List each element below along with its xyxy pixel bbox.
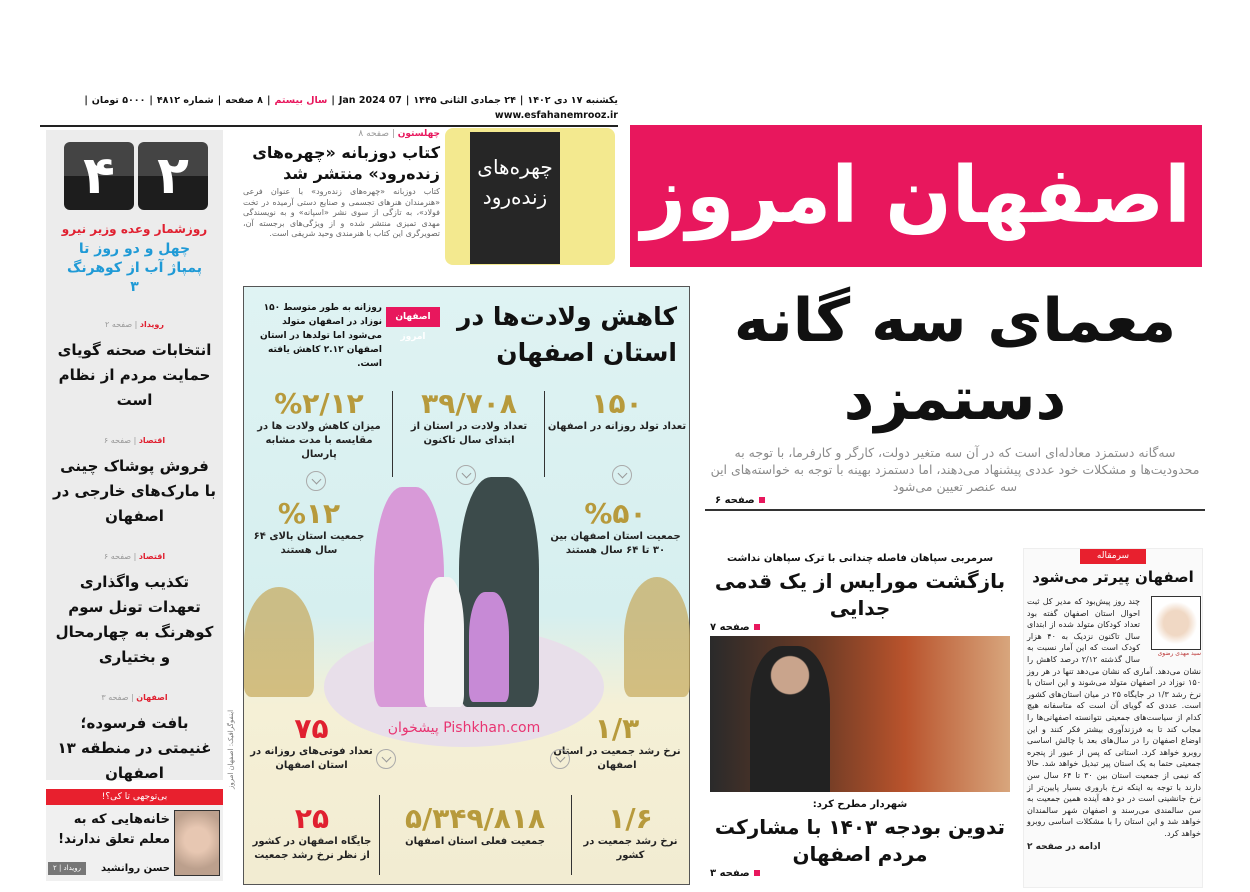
divider	[571, 795, 572, 875]
stat-value: %۱۲	[277, 497, 341, 530]
stat-value: %۲/۱۲	[274, 387, 364, 420]
stat-value: ۲۵	[294, 802, 330, 835]
price: ۵۰۰۰ تومان	[91, 95, 146, 106]
story-title[interactable]: تکذیب واگذاری تعهدات تونل سوم کوهرنگ به چهارمحال و بختیاری	[55, 573, 214, 666]
website-link[interactable]: www.esfahanemrooz.ir	[494, 110, 618, 121]
budget-page-ref[interactable]: صفحه ۳	[710, 868, 760, 879]
stat-label: تعداد تولد روزانه در اصفهان	[547, 421, 687, 432]
opinion-banner: بی‌توجهی تا کی؟!	[46, 789, 223, 805]
countdown-digit: ۴	[64, 142, 134, 210]
girl-illustration	[469, 592, 509, 702]
page-count: ۸ صفحه	[225, 95, 263, 106]
stat-value: ۱/۳	[594, 712, 640, 745]
infographic-intro: روزانه به طور متوسط ۱۵۰ نوزاد در اصفهان متولد می‌شود اما تولدها در استان اصفهان ۲.۱۲ کاهش یافته است.	[259, 303, 382, 369]
story-kicker: اقتصاد | صفحه ۶	[103, 552, 166, 561]
author-photo	[174, 810, 220, 876]
stat-value: ۵/۳۴۹/۸۱۸	[404, 802, 546, 835]
stat-label: جمعیت استان اصفهان بین ۳۰ تا ۶۴ سال هستند	[550, 531, 681, 556]
countdown	[46, 130, 223, 218]
editorial-title[interactable]: اصفهان پیرتر می‌شود	[1032, 568, 1194, 586]
countdown-digit: ۲	[138, 142, 208, 210]
date-gregorian: 07 Jan 2024	[338, 95, 402, 106]
countdown-label: روزشمار وعده وزیر نیرو	[61, 222, 208, 236]
divider	[544, 391, 545, 477]
middle-column	[710, 552, 1010, 879]
sports-title[interactable]: بازگشت مورایس از یک قدمی جدایی	[714, 569, 1006, 620]
stat-label: نرخ رشد جمعیت در کشور	[583, 836, 678, 861]
watermark: پیشخوان Pishkhan.com	[387, 720, 541, 736]
author-photo	[1151, 596, 1201, 650]
main-story	[705, 282, 1205, 511]
main-headline[interactable]: معمای سه گانه دستمزد	[733, 286, 1177, 434]
chevron-down-icon	[306, 471, 326, 491]
story-title[interactable]: بافت فرسوده؛ غنیمتی در منطقه ۱۳ اصفهان	[57, 714, 212, 782]
story-kicker: اصفهان | صفحه ۳	[101, 693, 168, 702]
sports-page-ref[interactable]: صفحه ۷	[710, 622, 760, 633]
stat-value: ۱/۶	[608, 802, 653, 835]
coach-figure	[750, 646, 830, 792]
coach-photo	[710, 636, 1010, 792]
stat-value: ۳۹/۷۰۸	[421, 387, 517, 420]
sports-kicker: سرمربی سپاهان فاصله چندانی با ترک سپاهان نداشت	[726, 553, 994, 564]
year-label: سال بیستم	[274, 95, 328, 106]
stat-label: جمعیت استان بالای ۶۴ سال هستند	[253, 531, 365, 556]
story-title[interactable]: فروش پوشاک چینی با مارک‌های خارجی در اصفهان	[52, 457, 217, 525]
chevron-down-icon	[376, 749, 396, 769]
main-page-ref[interactable]: صفحه ۶	[715, 495, 765, 506]
tree-illustration	[244, 587, 314, 697]
infographic-credit: اینفوگرافیک: اصفهان امروز	[227, 710, 235, 790]
tree-illustration	[624, 577, 690, 697]
infographic-title: کاهش ولادت‌ها در استان اصفهان	[456, 302, 677, 367]
editorial-badge: سرمقاله	[1080, 549, 1146, 564]
infographic	[243, 286, 690, 885]
book-cover-title: چهره‌های زنده‌رود	[470, 132, 560, 264]
stat-label: تعداد ولادت در استان از ابتدای سال تاکنون	[410, 421, 528, 446]
stat-label: جمعیت فعلی استان اصفهان	[405, 836, 545, 847]
stat-label: میزان کاهش ولادت ها در مقایسه با مدت مشابه پارسال	[257, 421, 381, 460]
date-persian: یکشنبه ۱۷ دی ۱۴۰۲	[527, 95, 618, 106]
masthead-logo-text: اصفهان امروز	[641, 151, 1191, 241]
left-news-column	[46, 130, 223, 780]
editorial-body	[1027, 596, 1201, 853]
opinion-author: حسن روانشید	[100, 863, 170, 874]
book-article	[243, 128, 440, 240]
stat-value: ۷۵	[294, 712, 329, 745]
chevron-down-icon	[550, 749, 570, 769]
stat-label: جایگاه اصفهان در کشور از نظر نرخ رشد جمعیت	[252, 836, 372, 861]
divider	[392, 391, 393, 477]
editorial-text: چند روز پیش‌بود که مدیر کل ثبت احوال استان اصفهان گفته بود تعداد کودکان متولد شده از ابتدای سال تاکنون نزدیک به ۴۰ هزار کودک است که این آمار نسبت به سال گذشته ۲/۱۲ درصد کاهش را نشان می‌دهد. آماری که نشان می‌دهد تنها در هر روز ۱۵۰ نوزاد در اصفهان متولد می‌شوند و این استان با نرخ رشد ۱/۳ در جایگاه ۲۵ در میان استان‌های کشور است. عددی که گویای آن است که متاسفانه هیچ کدام از سیاست‌های جمعیتی نتوانسته اصفهانی‌ها را مجاب کند تا به فرزندآوری بیشتر فکر کنند و این اوضاع اصفهان را در سال‌های بعد با چالش اساسی روبرو خواهد کرد. استانی که پس از عبور از پنجره جمعیتی حتما به یک استان پیر تبدیل خواهد شد. حالا که نیمی از جمعیت استان بین ۳۰ تا ۶۴ سال سن دارند با توجه به اینکه نرخ باروری بسیار پایین‌تر از نرخ جانشینی است در دو دهه آینده همین جمعیت به سن سالمندی می‌رسند و اصفهان شهر سالمندان خواهد شد و این استان را با مشکلات اساسی روبرو خواهد کرد.	[1027, 597, 1202, 838]
boy-illustration	[424, 577, 464, 707]
book-body: کتاب دوزبانه «چهره‌های زنده‌رود» با عنوان فرعی «هنرمندان هنرهای تجسمی و صنایع دستی آرمیده در تخت فولاد»، به تازگی از سوی نشر «اسپانه» و به نویسندگی مهدی تمیزی منتشر شده و از ویژگی‌های برجسته آن، تصویرگری این کتاب با هنرمندی وحید شریفی است.	[243, 187, 440, 238]
author-figure	[1145, 596, 1201, 658]
book-title[interactable]: کتاب دوزبانه «چهره‌های زنده‌رود» منتشر شد	[252, 143, 440, 183]
chevron-down-icon	[456, 465, 476, 485]
infographic-logo: اصفهان امروز	[386, 307, 440, 327]
date-hijri: ۲۴ جمادی الثانی ۱۴۴۵	[413, 95, 516, 106]
stat-value: %۵۰	[584, 497, 647, 530]
stat-value: ۱۵۰	[591, 387, 643, 420]
continue-link[interactable]: ادامه در صفحه ۲	[1027, 842, 1101, 853]
main-lead: سه‌گانه دستمزد معادله‌ای است که در آن سه متغیر دولت، کارگر و کارفرما، با توجه به محدودیت‌ها و مشکلات خود عددی پیشنهاد می‌دهند، اما دستمزد بهینه با توجه به خواسته‌های این سه عنصر تعیین می‌شود	[710, 445, 1200, 494]
story-kicker: اقتصاد | صفحه ۶	[103, 436, 166, 445]
divider	[379, 795, 380, 875]
author-name: سید مهدی رضوی	[1157, 650, 1201, 657]
countdown-text[interactable]: چهل و دو روز تا پمپاژ آب از کوهرنگ ۳	[67, 241, 202, 295]
stat-label: نرخ رشد جمعیت در استان اصفهان	[553, 746, 681, 771]
stat-label: تعداد فوتی‌های روزانه در استان اصفهان	[250, 746, 373, 771]
opinion-ref[interactable]: رویداد | ۲	[48, 862, 86, 875]
issue-info-bar: یکشنبه ۱۷ دی ۱۴۰۲ | ۲۴ جمادی الثانی ۱۴۴۵ | 07 Jan 2024 | سال بیستم | ۸ صفحه | شماره ۴۸۱۲ | ۵۰۰۰ تومان | www.esfahanemrooz.ir	[40, 94, 618, 127]
budget-title[interactable]: تدوین بودجه ۱۴۰۳ با مشارکت مردم اصفهان	[714, 815, 1006, 866]
book-kicker: چهلستون | صفحه ۸	[358, 129, 440, 139]
story-title[interactable]: انتخابات صحنه گویای حمایت مردم از نظام است	[57, 341, 212, 409]
story-kicker: رویداد | صفحه ۲	[105, 320, 164, 329]
issue-number: شماره ۴۸۱۲	[156, 95, 214, 106]
budget-kicker: شهردار مطرح کرد:	[812, 799, 908, 810]
opinion-title[interactable]: خانه‌هایی که به معلم تعلق ندارند!	[58, 812, 170, 847]
chevron-down-icon	[612, 465, 632, 485]
